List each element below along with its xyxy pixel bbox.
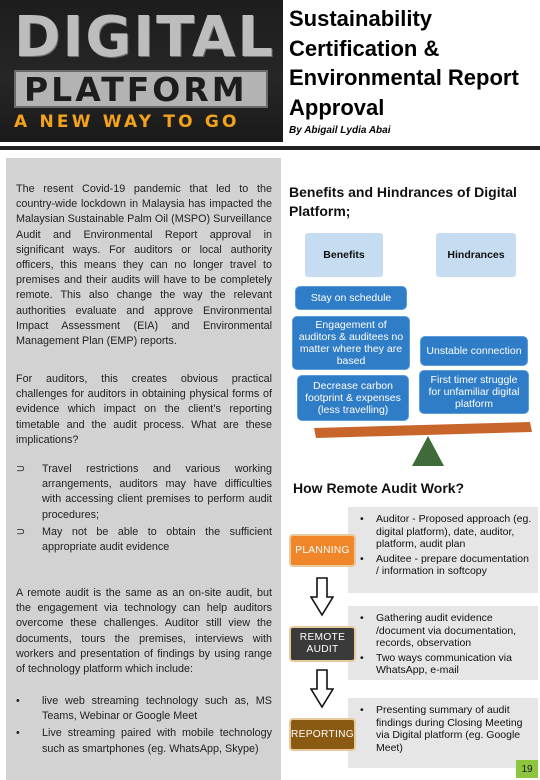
banner-platform-box [14,70,268,108]
bullet-dot-icon: • [16,695,20,707]
article-title: Sustainability Certification & Environmental Report Approval [289,6,519,120]
bullet-dot-icon: • [360,651,364,664]
intro-paragraph: The resent Covid-19 pandemic that led to the country-wide lockdown in Malaysia has impacted the Malaysian Sustainable Palm Oil (MSPO) Surveillance Audit and Environmental Report approval in significant ways. For auditors or local authority officers, this means they can no longer travel to premises and their audits will have to be completely remote. This also change the way the relevant authorities evaluate and approve Environmental Impact Assessment (EIA) and Environmental Management Plan (EMP) reports. [16,183,272,348]
benefit-item: Decrease carbon footprint & expenses (less travelling) [297,375,409,421]
banner-tagline: A NEW WAY TO GO [14,112,240,132]
benefit-item: Stay on schedule [295,286,407,310]
banner-word-platform: PLATFORM [24,70,248,109]
list-item: • Presenting summary of audit findings during Closing Meeting via Digital platform (eg. Google Meet) [360,704,523,754]
list-item: • Gathering audit evidence /document via documentation, records, observation [360,612,517,649]
bullet-dot-icon: • [360,704,364,716]
list-item: • Auditee - prepare documentation / information in softcopy [360,552,529,577]
hindrance-item: First timer struggle for unfamiliar digital platform [419,370,529,414]
list-item: • Auditor - Proposed approach (eg. digital platform), date, auditor, platform, audit plan [360,513,532,550]
benefit-item: Engagement of auditors & auditees no matter where they are based [292,316,410,370]
down-arrow-icon [310,669,334,709]
page-number: 19 [516,760,538,778]
list-item: • Two ways communication via WhatsApp, e-mail [360,651,512,676]
step-remote-audit: REMOTE AUDIT [289,626,356,662]
arrow-bullet-icon: ⊃ [16,525,26,538]
audit-heading: How Remote Audit Work? [293,480,465,496]
bullet-dot-icon: • [360,612,364,624]
arrow-bullet-icon: ⊃ [16,463,26,475]
planning-description [348,507,538,593]
list-item: • Live streaming paired with mobile technology such as smartphones (eg. WhatsApp, Skype) [16,727,272,755]
hindrance-item: Unstable connection [420,336,528,366]
reporting-description [348,698,538,768]
technology-list [16,694,272,759]
fulcrum-triangle [412,436,444,466]
balance-plank [314,422,532,438]
down-arrow-icon [310,577,334,617]
implications-paragraph: For auditors, this creates obvious practical challenges for auditors in obtaining physical forms of evidence which impact on the client’s reporting timetable and the audit process. What are these implications? [16,373,272,446]
remote-audit-paragraph: A remote audit is the same as an on-site audit, but the engagement via technology can help auditors overcome these challenges. Auditor still view the documents, tours the premises, interviews with workers and presentation of findings by using range of technology platform which include: [16,587,272,676]
list-item: ⊃ May not be able to obtain the sufficient appropriate audit evidence [16,525,272,554]
implications-list [16,462,272,557]
hindrances-header-box: Hindrances [436,233,516,277]
list-item: • live web streaming technology such as, MS Teams, Webinar or Google Meet [16,695,272,723]
benefits-heading: Benefits and Hindrances of Digital Platform; [289,184,517,219]
list-item: ⊃ Travel restrictions and various working arrangements, auditors may have difficulties with accessing client premises to perform audit procedures; [16,463,272,521]
bullet-dot-icon: • [360,552,364,565]
bullet-dot-icon: • [360,513,364,525]
bullet-dot-icon: • [16,727,20,740]
article-author: By Abigail Lydia Abai [289,125,391,136]
benefits-header-box: Benefits [305,233,383,277]
step-planning: PLANNING [289,534,356,567]
step-reporting: REPORTING [289,718,356,751]
digital-platform-banner [0,0,283,142]
remote-audit-description [348,606,538,680]
header-divider [0,146,540,150]
banner-word-digital: DIGITAL [14,5,275,70]
balance-scale [312,418,534,468]
